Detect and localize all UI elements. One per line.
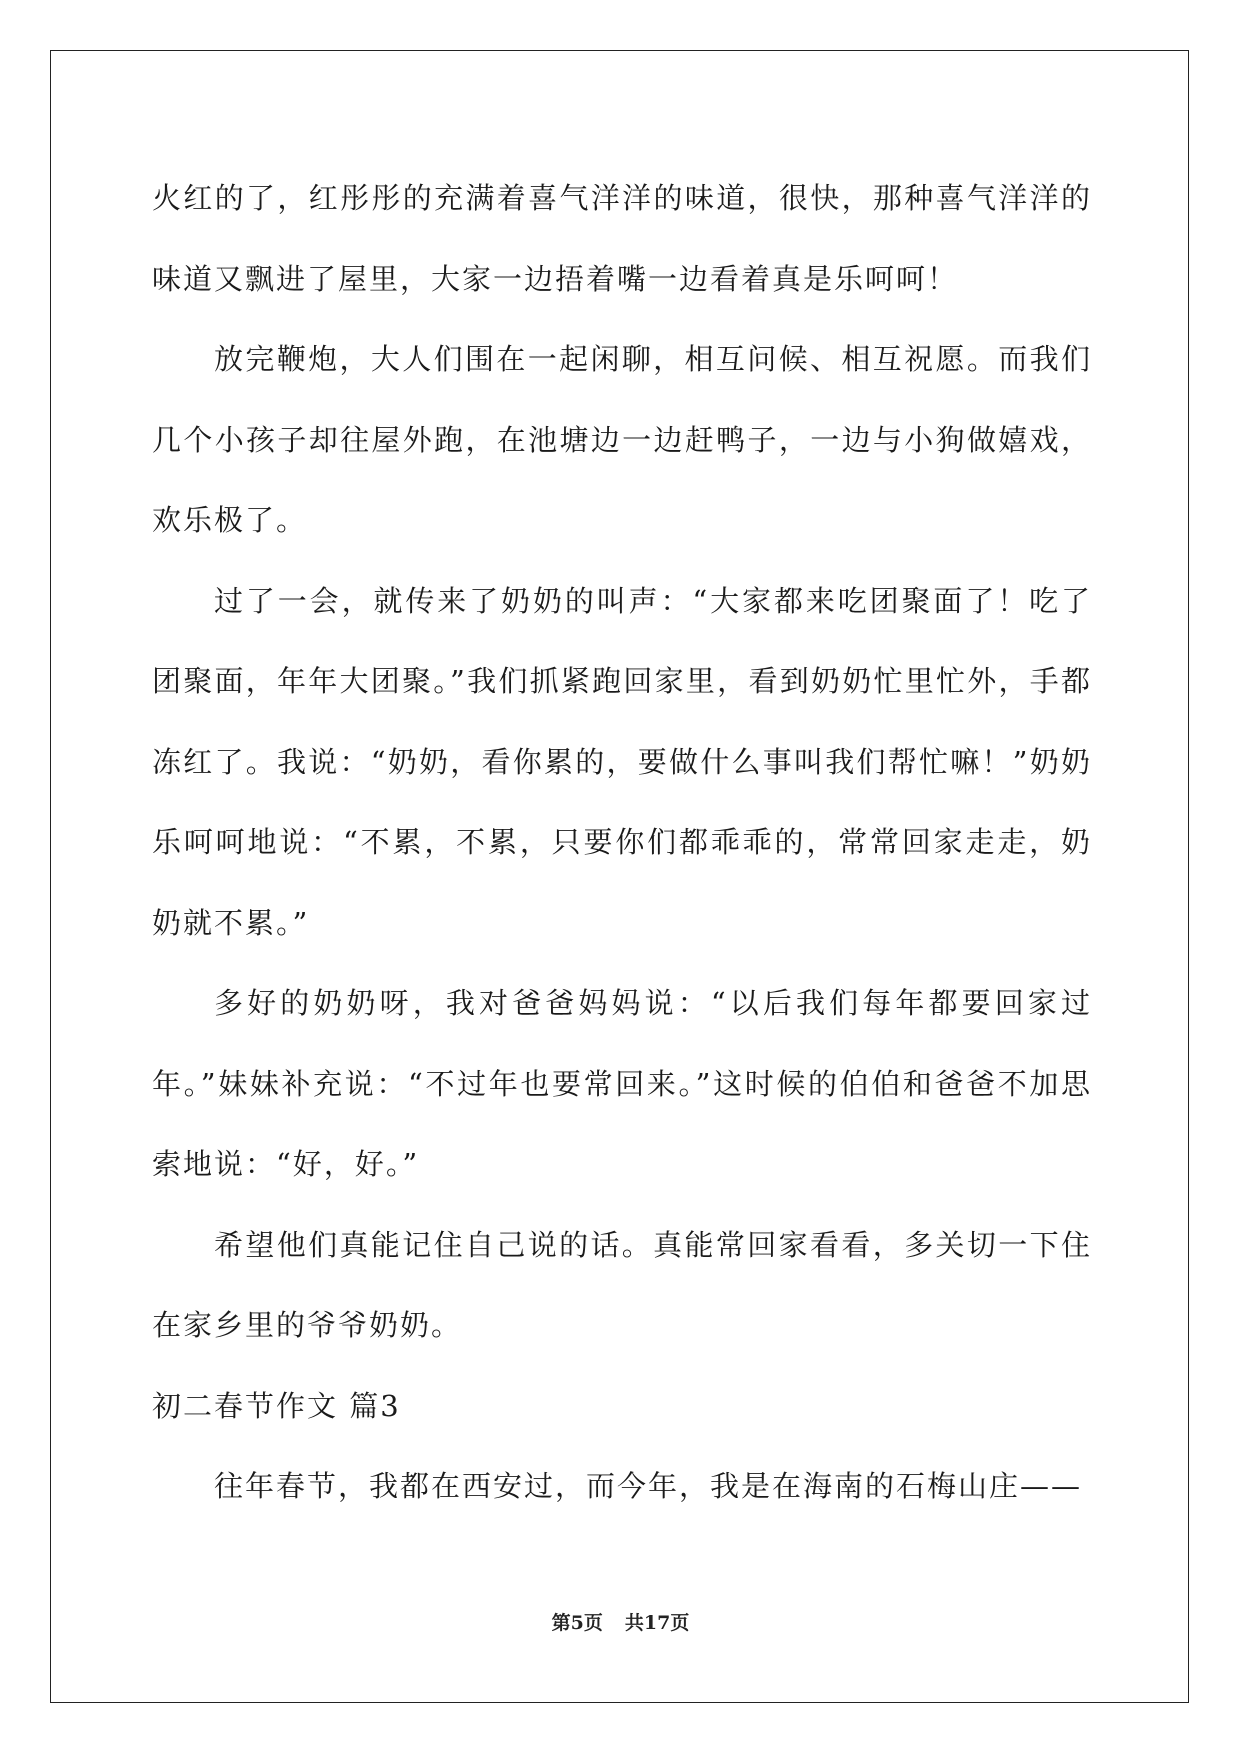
document-body (152, 158, 1092, 1527)
paragraph: 多好的奶奶呀，我对爸爸妈妈说：“以后我们每年都要回家过年。”妹妹补充说：“不过年也要常回来。”这时候的伯伯和爸爸不加思索地说：“好，好。” (152, 986, 1092, 1181)
paragraph: 放完鞭炮，大人们围在一起闲聊，相互问候、相互祝愿。而我们几个小孩子却往屋外跑，在池塘边一边赶鸭子，一边与小狗做嬉戏，欢乐极了。 (152, 342, 1092, 537)
page-number: 第5页 (551, 1612, 603, 1634)
paragraph: 过了一会，就传来了奶奶的叫声：“大家都来吃团聚面了！吃了团聚面，年年大团聚。”我们抓紧跑回家里，看到奶奶忙里忙外，手都冻红了。我说：“奶奶，看你累的，要做什么事叫我们帮忙嘛！”奶奶乐呵呵地说：“不累，不累，只要你们都乖乖的，常常回家走走，奶奶就不累。” (152, 583, 1092, 940)
page-total: 共17页 (624, 1612, 690, 1634)
paragraph: 希望他们真能记住自己说的话。真能常回家看看，多关切一下住在家乡里的爷爷奶奶。 (152, 1227, 1092, 1342)
page-footer (0, 1608, 1241, 1635)
paragraph: 往年春节，我都在西安过，而今年，我是在海南的石梅山庄—— (214, 1469, 1083, 1503)
paragraph: 火红的了，红彤彤的充满着喜气洋洋的味道，很快，那种喜气洋洋的味道又飘进了屋里，大家一边捂着嘴一边看着真是乐呵呵！ (152, 181, 1092, 296)
section-heading: 初二春节作文 篇3 (152, 1388, 401, 1423)
